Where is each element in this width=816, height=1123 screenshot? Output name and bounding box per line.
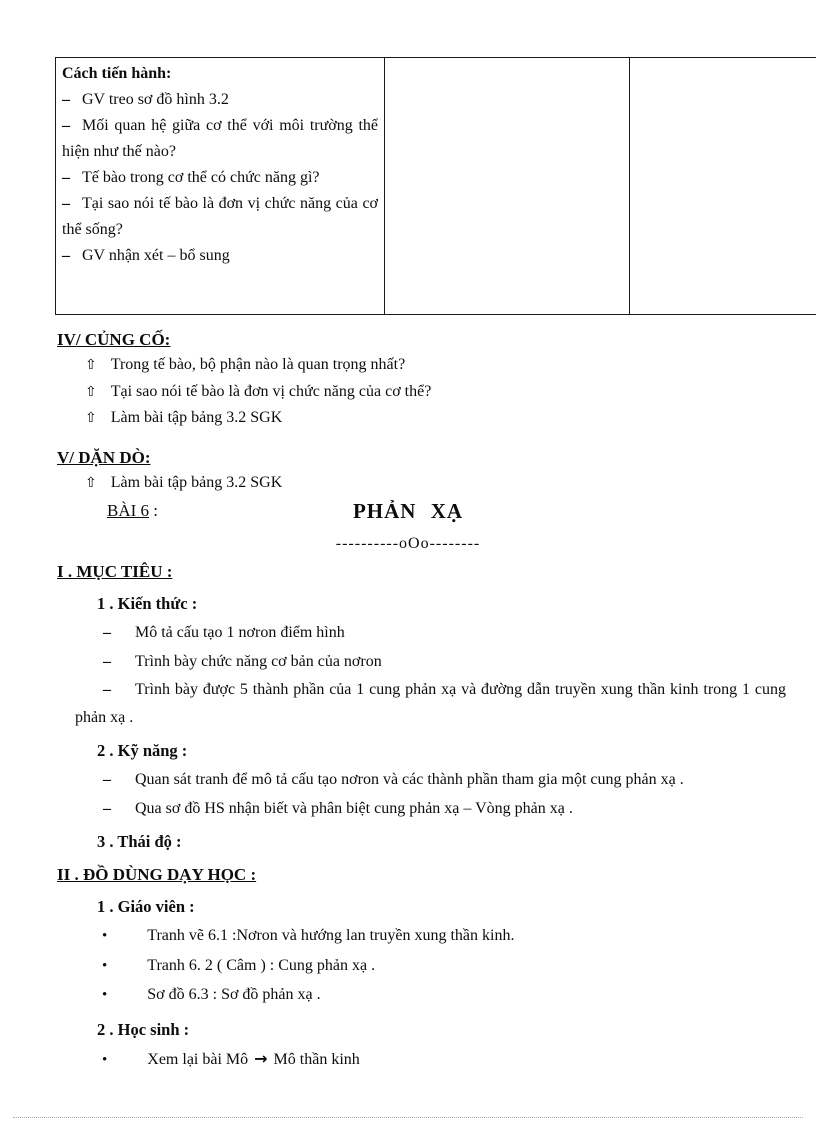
objective-item-text: Trình bày chức năng cơ bản của nơron (135, 652, 382, 670)
objective-item-text: Trình bày được 5 thành phần của 1 cung phản xạ và đường dẫn truyền xung thần kinh trong 1 cung phản xạ . (75, 681, 786, 726)
lesson-number: BÀI 6 (107, 501, 150, 520)
section-heading-cung-co: IV/ CỦNG CỐ: (57, 330, 171, 349)
objective-item-text: Quan sát tranh để mô tả cấu tạo nơron và các thành phần tham gia một cung phản xạ . (135, 771, 684, 788)
ooo-divider: ----------oOo-------- (335, 535, 481, 552)
section-heading-do-dung: II . ĐỒ DÙNG DẠY HỌC : (57, 865, 257, 884)
material-item (102, 981, 786, 1010)
table-cell-procedure (56, 58, 385, 315)
objective-item (75, 676, 786, 731)
material-item-text: Sơ đồ 6.3 : Sơ đồ phản xạ . (147, 986, 321, 1003)
round-bullet-icon: • (102, 987, 108, 1003)
table-bullet-item (62, 165, 378, 191)
dash-bullet-icon: – (103, 624, 111, 641)
round-bullet-icon: • (102, 957, 108, 974)
document-body (57, 327, 786, 1074)
cung-co-item-text: Tại sao nói tế bào là đơn vị chức năng của cơ thể? (110, 382, 432, 400)
procedure-title: Cách tiến hành: (62, 65, 172, 82)
up-arrow-icon: ⇧ (85, 474, 97, 491)
table-row (56, 58, 816, 315)
table-cell-empty-right (630, 58, 816, 315)
dan-do-item (85, 470, 786, 497)
objective-item-text: Mô tả cấu tạo 1 nơron điểm hình (135, 624, 345, 641)
dash-bullet-icon: – (103, 681, 111, 698)
material-item-text: Tranh 6. 2 ( Câm ) : Cung phản xạ . (147, 956, 376, 974)
material-item-text: Tranh vẽ 6.1 :Nơron và hướng lan truyền xung thần kinh. (147, 927, 515, 944)
lesson-title-row (0, 499, 816, 531)
objective-item (75, 619, 786, 647)
table-bullet-item (62, 243, 378, 269)
up-arrow-icon: ⇧ (85, 357, 97, 373)
lesson-number-suffix: : (149, 501, 159, 520)
lesson-title: PHẢN XẠ (352, 499, 464, 523)
material-item (102, 1045, 786, 1075)
subsection-thai-do: 3 . Thái độ : (97, 832, 182, 851)
cung-co-item (85, 405, 786, 432)
round-bullet-icon: • (102, 928, 108, 944)
objective-item-text: Qua sơ đồ HS nhận biết và phân biệt cung phản xạ – Vòng phản xạ . (135, 799, 573, 817)
table-cell-empty-middle (385, 58, 630, 315)
objective-item (75, 648, 786, 676)
dash-bullet-icon: – (103, 652, 111, 670)
right-arrow-icon: → (254, 1048, 268, 1068)
up-arrow-icon: ⇧ (85, 410, 97, 426)
cung-co-item-text: Làm bài tập bảng 3.2 SGK (110, 409, 283, 426)
lesson-procedure-table (55, 57, 816, 315)
dash-bullet-icon: – (62, 169, 70, 186)
table-bullet-text: Tế bào trong cơ thể có chức năng gì? (82, 169, 320, 186)
dan-do-item-text: Làm bài tập bảng 3.2 SGK (110, 473, 283, 491)
table-bullet-item (62, 191, 378, 243)
cung-co-item-text: Trong tế bào, bộ phận nào là quan trọng nhất? (110, 356, 406, 373)
section-heading-muc-tieu: I . MỤC TIÊU : (57, 562, 173, 581)
up-arrow-icon: ⇧ (85, 383, 97, 400)
subsection-kien-thuc: 1 . Kiến thức : (97, 594, 198, 613)
dash-bullet-icon: – (62, 91, 70, 108)
table-bullet-text: Mối quan hệ giữa cơ thể với môi trường thể hiện như thế nào? (62, 117, 378, 160)
table-bullet-text: Tại sao nói tế bào là đơn vị chức năng của cơ thể sống? (62, 195, 378, 238)
objective-item (75, 795, 786, 823)
dash-bullet-icon: – (62, 247, 70, 264)
page-bottom-dotted-rule (13, 1117, 803, 1118)
table-bullet-item (62, 87, 378, 113)
dash-bullet-icon: – (103, 799, 111, 817)
subsection-giao-vien: 1 . Giáo viên : (97, 897, 195, 916)
cung-co-item (85, 379, 786, 406)
table-bullet-text: GV treo sơ đồ hình 3.2 (82, 91, 229, 108)
subsection-hoc-sinh: 2 . Học sinh : (97, 1019, 190, 1039)
material-item-text-pre: Xem lại bài Mô (147, 1050, 249, 1068)
dash-bullet-icon: – (62, 195, 70, 212)
dash-bullet-icon: – (103, 771, 111, 788)
material-item (102, 922, 786, 951)
table-bullet-text: GV nhận xét – bổ sung (82, 247, 230, 264)
objective-item (75, 766, 786, 794)
subsection-ky-nang: 2 . Kỹ năng : (97, 741, 188, 760)
material-item-text-post: Mô thần kinh (273, 1050, 360, 1068)
round-bullet-icon: • (102, 1051, 108, 1068)
dash-bullet-icon: – (62, 117, 70, 134)
table-bullet-item (62, 113, 378, 165)
section-heading-dan-do: V/ DẶN DÒ: (57, 447, 151, 467)
cung-co-item (85, 352, 786, 379)
material-item (102, 952, 786, 981)
